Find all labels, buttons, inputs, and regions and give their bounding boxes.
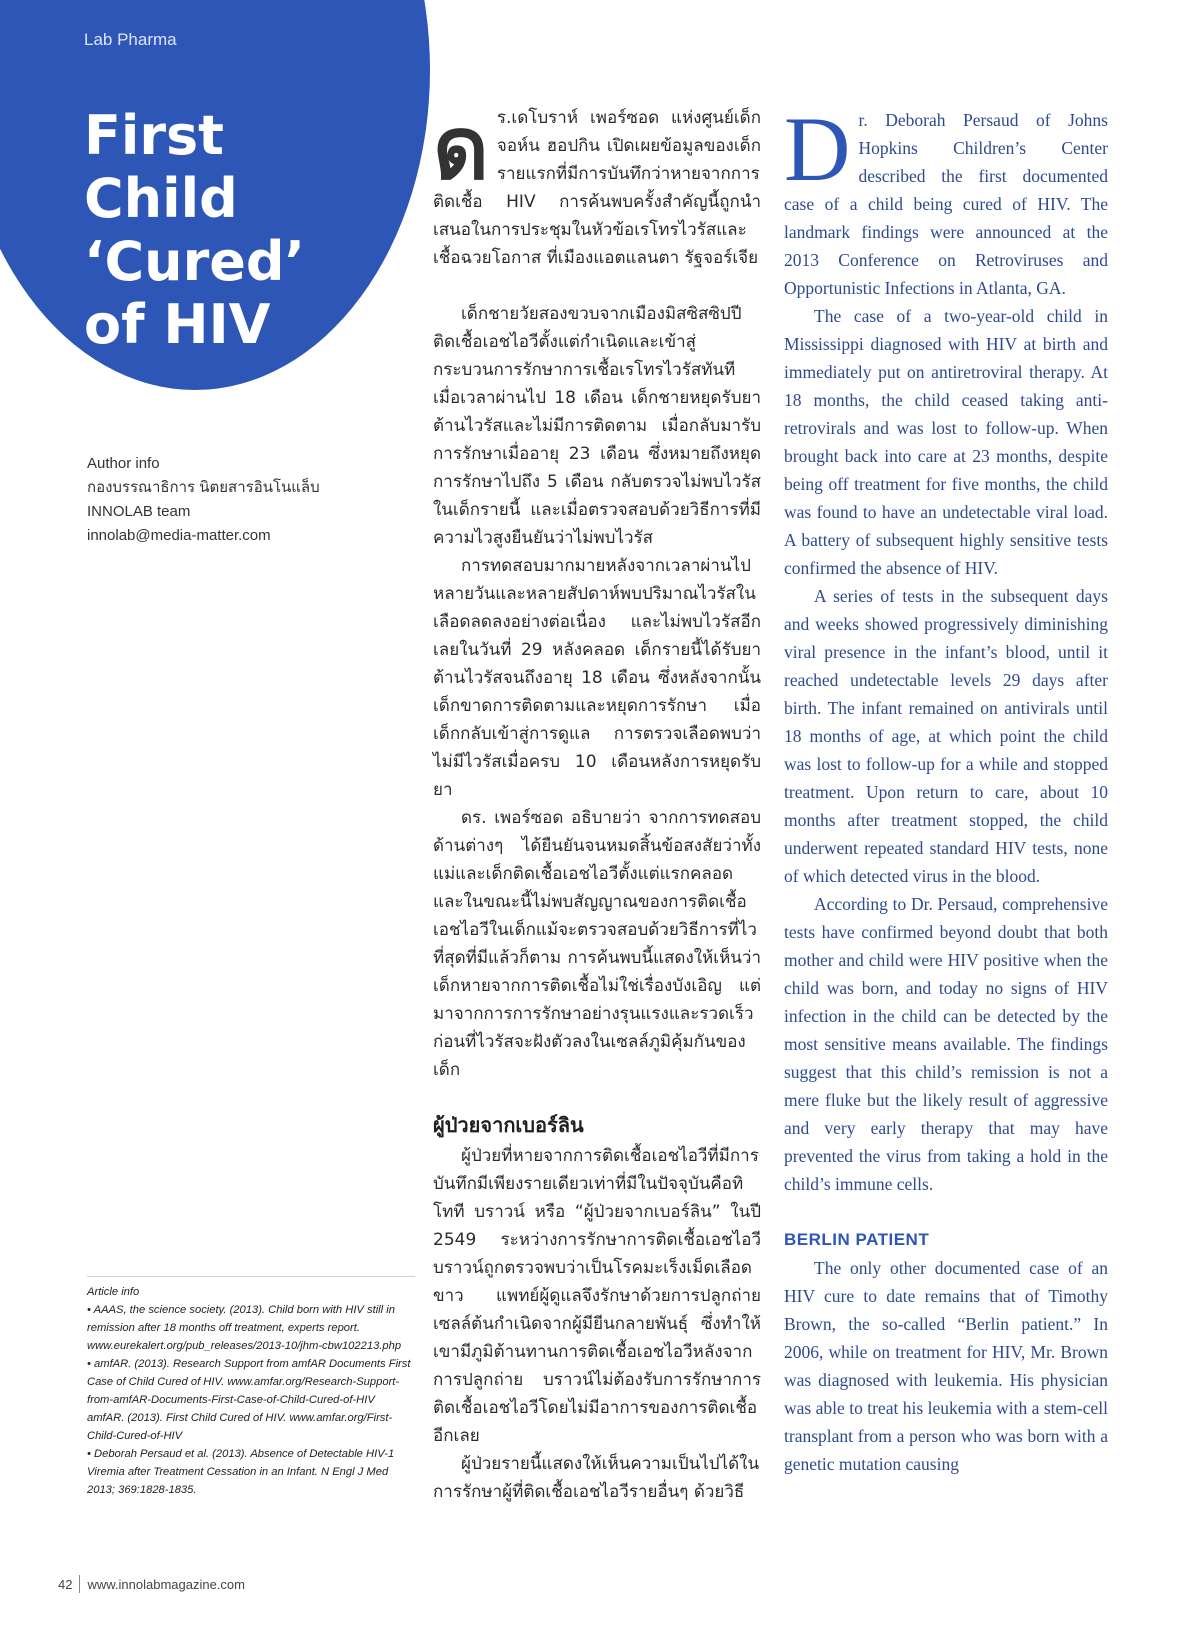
thai-paragraph: ผู้ป่วยที่หายจากการติดเชื้อเอชไอวีที่มีการบันทึกมีเพียงรายเดียวเท่าที่มีในปัจจุบันคือทิโทที บราวน์ หรือ “ผู้ป่วยจากเบอร์ลิน” ในปี 2549 ระหว่างการรักษาการติดเชื้อเอชไอวีบราวน์ถูกตรวจพบว่าเป็นโรคมะเร็งเม็ดเลือดขาว แพทย์ผู้ดูแลจึงรักษาด้วยการปลูกถ่ายเซลล์ต้นกำเนิดจากผู้มียีนกลายพันธุ์ ซึ่งทำให้เขามีภูมิต้านทานการติดเชื้อเอชไอวีหลังจากการปลูกถ่าย บราวน์ไม่ต้องรับการรักษาการติดเชื้อเอชไอวีโดยไม่มีอาการของการติดเชื้ออีกเลย <box>433 1146 761 1446</box>
english-paragraph: The case of a two-year-old child in Mississippi diagnosed with HIV at birth and immediately put on antiretroviral therapy. At 18 months, the child ceased taking anti-retrovirals and was lost to follow-up. When brought back into care at 23 months, despite being off treatment for five months, the child was found to have an undetectable viral load. A battery of subsequent highly sensitive tests confirmed the absence of HIV. <box>784 306 1108 578</box>
thai-subheading: ผู้ป่วยจากเบอร์ลิน <box>433 1113 584 1137</box>
page-footer <box>58 1575 245 1593</box>
thai-paragraph: ดร. เพอร์ซอด อธิบายว่า จากการทดสอบด้านต่างๆ ได้ยืนยันจนหมดสิ้นข้อสงสัยว่าทั้งแม่และเด็กติดเชื้อเอชไอวีตั้งแต่แรกคลอด และในขณะนี้ไม่พบสัญญาณของการติดเชื้อเอชไอวีในเด็กแม้จะตรวจสอบด้วยวิธีการที่ไวที่สุดที่มีแล้วก็ตาม การค้นพบนี้แสดงให้เห็นว่าเด็กหายจากการติดเชื้อไม่ใช่เรื่องบังเอิญ แต่มาจากการการรักษาอย่างรุนแรงและรวดเร็วก่อนที่ไวรัสจะฝังตัวลงในเซลล์ภูมิคุ้มกันของเด็ก <box>433 808 761 1080</box>
author-heading: Author info <box>87 455 160 472</box>
reference-item: amfAR. (2013). First Child Cured of HIV. www.amfar.org/First-Child-Cured-of-HIV <box>87 1412 393 1442</box>
thai-paragraph: เด็กชายวัยสองขวบจากเมืองมิสซิสซิปปีติดเชื้อเอชไอวีตั้งแต่กำเนิดและเข้าสู่กระบวนการรักษาการเชื้อเรโทรไวรัสทันที เมื่อเวลาผ่านไป 18 เดือน เด็กชายหยุดรับยาต้านไวรัสและไม่มีการติดตาม เมื่อกลับมารับการรักษาเมื่ออายุ 23 เดือน ซึ่งหมายถึงหยุดการรักษาไปถึง 5 เดือน กลับตรวจไม่พบไวรัสในเด็กรายนี้ และเมื่อตรวจสอบด้วยวิธีการที่มีความไวสูงยืนยันว่าไม่พบไวรัส <box>433 304 761 548</box>
article-references <box>87 1276 415 1499</box>
reference-item: • amfAR. (2013). Research Support from amfAR Documents First Case of Child Cured of HIV. www.amfar.org/Research-Support-from-amfAR-Documents-First-Case-of-Child-Cured-of-HIV <box>87 1358 411 1406</box>
footer-divider <box>79 1575 80 1593</box>
thai-paragraph <box>433 99 761 300</box>
thai-paragraph: การทดสอบมากมายหลังจากเวลาผ่านไปหลายวันและหลายสัปดาห์พบปริมาณไวรัสในเลือดลดลงอย่างต่อเนื่อง และไม่พบไวรัสอีกเลยในวันที่ 29 หลังคลอด เด็กรายนี้ได้รับยาต้านไวรัสจนถึงอายุ 18 เดือน ซึ่งหลังจากนั้นเด็กขาดการติดตามและหยุดการรักษา เมื่อเด็กกลับเข้าสู่การดูแล การตรวจเลือดพบว่าไม่มีไวรัสเมื่อครบ 10 เดือนหลังการหยุดรับยา <box>433 556 761 800</box>
english-column <box>784 98 1108 1478</box>
english-subheading: BERLIN PATIENT <box>784 1230 930 1249</box>
thai-paragraph: ผู้ป่วยรายนี้แสดงให้เห็นความเป็นไปได้ในการรักษาผู้ที่ติดเชื้อเอชไอวีรายอื่นๆ ด้วยวิธี <box>433 1454 760 1502</box>
english-paragraph: The only other documented case of an HIV cure to date remains that of Timothy Brown, the so-called “Berlin patient.” In 2006, while on treatment for HIV, Mr. Brown was diagnosed with leukemia. His physician was able to treat his leukemia with a stem-cell transplant from a person who was born with a genetic mutation causing <box>784 1258 1108 1474</box>
section-label: Lab Pharma <box>84 30 177 49</box>
english-paragraph <box>784 98 1108 302</box>
article-title: First Child ‘Cured’ of HIV <box>84 104 306 356</box>
english-drop-cap: D <box>784 98 851 200</box>
thai-column <box>433 99 761 1506</box>
author-name: กองบรรณาธิการ นิตยสารอินโนแล็บ <box>87 479 320 496</box>
thai-paragraph-text: ร.เดโบราห์ เพอร์ซอด แห่งศูนย์เด็กจอห์น ฮอปกิน เปิดเผยข้อมูลของเด็กรายแรกที่มีการบันทึกว่าหายจากการติดเชื้อ HIV การค้นพบครั้งสำคัญนี้ถูกนำเสนอในการประชุมในหัวข้อเรโทรไวรัสและเชื้อฉวยโอกาส ที่เมืองแอตแลนตา รัฐจอร์เจีย <box>433 108 761 268</box>
english-paragraph-text: r. Deborah Persaud of Johns Hopkins Children’s Center described the first documented case of a child being cured of HIV. The landmark findings were announced at the 2013 Conference on Retroviruses and Opportunistic Infections in Atlanta, GA. <box>784 110 1108 298</box>
author-email[interactable]: innolab@media-matter.com <box>87 527 271 544</box>
reference-item: • AAAS, the science society. (2013). Child born with HIV still in remission after 18 months off treatment, experts report. www.eurekalert.org/pub_releases/2013-10/jhm-cbw102213.php <box>87 1304 402 1352</box>
author-team: INNOLAB team <box>87 503 191 520</box>
references-heading: Article info <box>87 1286 140 1298</box>
thai-drop-cap: ด <box>433 99 489 199</box>
author-info <box>87 452 377 548</box>
reference-item: • Deborah Persaud et al. (2013). Absence of Detectable HIV-1 Viremia after Treatment Cessation in an Infant. N Engl J Med 2013; 369:1828-1835. <box>87 1448 395 1496</box>
english-paragraph: According to Dr. Persaud, comprehensive tests have confirmed beyond doubt that both mother and child were HIV positive when the child was born, and today no signs of HIV infection in the child can be detected by the most sensitive means available. The findings suggest that this child’s remission is not a mere fluke but the likely result of aggressive and very early therapy that may have prevented the virus from taking a hold in the child’s immune cells. <box>784 894 1108 1194</box>
footer-website[interactable]: www.innolabmagazine.com <box>87 1576 245 1592</box>
page-number: 42 <box>58 1576 73 1592</box>
english-paragraph: A series of tests in the subsequent days and weeks showed progressively diminishing viral presence in the infant’s blood, until it reached undetectable levels 29 days after birth. The infant remained on antivirals until 18 months of age, at which point the child was lost to follow-up for a while and stopped treatment. Upon return to care, about 10 months after treatment stopped, the child underwent repeated standard HIV tests, none of which detected virus in the blood. <box>784 586 1108 886</box>
